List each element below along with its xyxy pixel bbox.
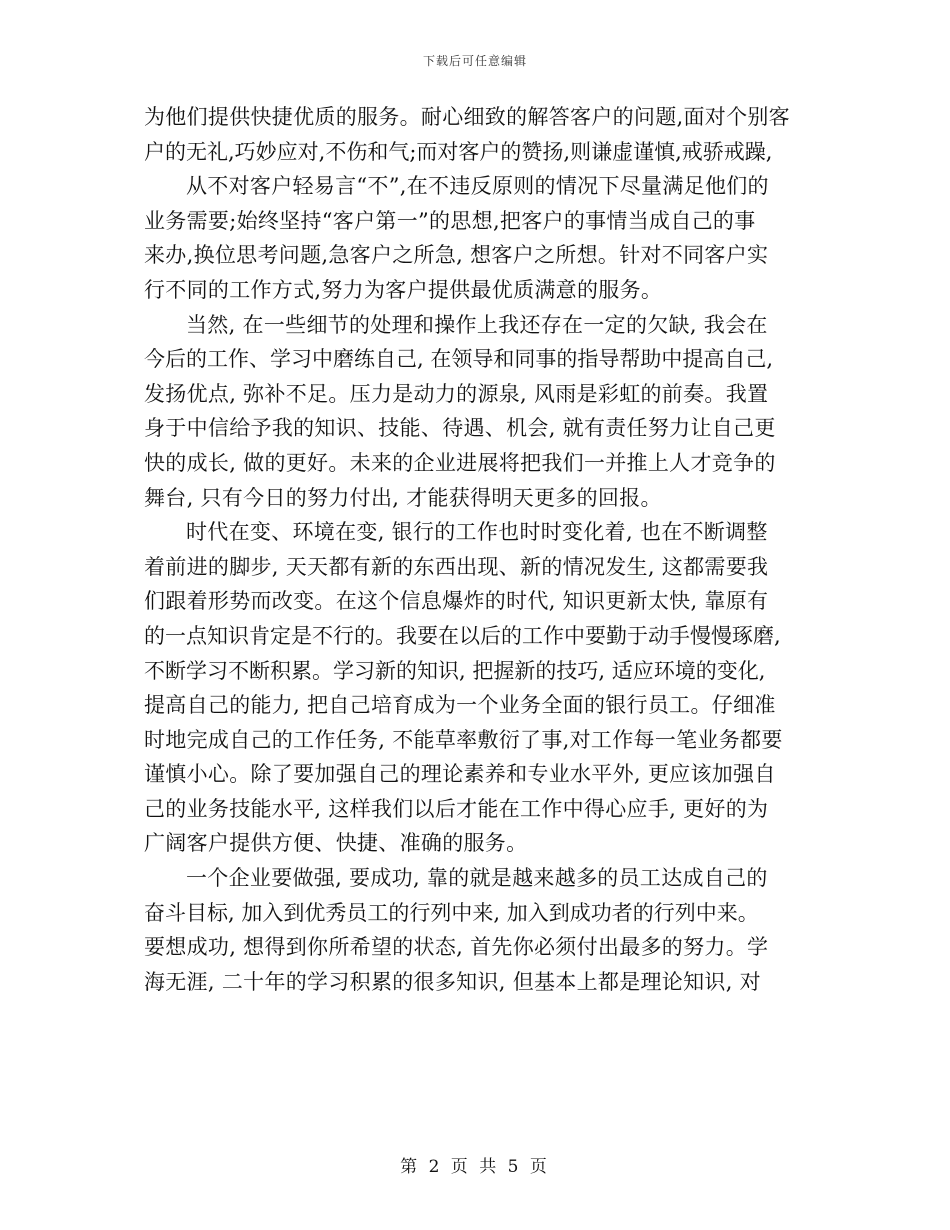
text-line: 行不同的工作方式,努力为客户提供最优质满意的服务。 — [144, 277, 663, 302]
page-header: 下载后可任意编辑 — [422, 54, 527, 68]
text-line: 们跟着形势而改变。在这个信息爆炸的时代, 知识更新太快, 靠原有 — [144, 589, 769, 614]
text-line: 要想成功, 想得到你所希望的状态, 首先你必须付出最多的努力。学 — [144, 935, 769, 960]
text-line: 快的成长, 做的更好。未来的企业进展将把我们一并推上人才竞争的 — [144, 450, 776, 475]
page-footer: 第 2 页 共 5 页 — [400, 1157, 550, 1177]
text-line: 时代在变、环境在变, 银行的工作也时时变化着, 也在不断调整 — [186, 520, 768, 545]
body-text — [144, 100, 806, 999]
text-line: 时地完成自己的工作任务, 不能草率敷衍了事,对工作每一笔业务都要 — [144, 727, 783, 752]
text-line: 来办,换位思考问题,急客户之所急, 想客户之所想。针对不同客户实 — [144, 243, 769, 268]
text-line: 一个企业要做强, 要成功, 靠的就是越来越多的员工达成自己的 — [186, 866, 768, 891]
text-line: 从不对客户轻易言“不”,在不违反原则的情况下尽量满足他们的 — [186, 174, 769, 199]
text-line: 海无涯, 二十年的学习积累的很多知识, 但基本上都是理论知识, 对 — [144, 969, 761, 994]
text-line: 户的无礼,巧妙应对,不伤和气;而对客户的赞扬,则谦虚谨慎,戒骄戒躁, — [144, 139, 773, 164]
text-line: 不断学习不断积累。学习新的知识, 把握新的技巧, 适应环境的变化, — [144, 658, 766, 683]
text-line: 奋斗目标, 加入到优秀员工的行列中来, 加入到成功者的行列中来。 — [144, 900, 759, 925]
text-line: 提高自己的能力, 把自己培育成为一个业务全面的银行员工。仔细准 — [144, 693, 776, 718]
text-line: 身于中信给予我的知识、技能、待遇、机会, 就有责任努力让自己更 — [144, 416, 776, 441]
text-line: 发扬优点, 弥补不足。压力是动力的源泉, 风雨是彩虹的前奏。我置 — [144, 381, 769, 406]
text-line: 的一点知识肯定是不行的。我要在以后的工作中要勤于动手慢慢琢磨, — [144, 623, 781, 648]
text-line: 着前进的脚步, 天天都有新的东西出现、新的情况发生, 这都需要我 — [144, 554, 769, 579]
text-line: 舞台, 只有今日的努力付出, 才能获得明天更多的回报。 — [144, 485, 662, 510]
text-line: 业务需要;始终坚持“客户第一”的思想,把客户的事情当成自己的事 — [144, 208, 756, 233]
text-line: 谨慎小心。除了要加强自己的理论素养和专业水平外, 更应该加强自 — [144, 762, 776, 787]
text-line: 广阔客户提供方便、快捷、准确的服务。 — [144, 831, 528, 856]
text-line: 己的业务技能水平, 这样我们以后才能在工作中得心应手, 更好的为 — [144, 796, 769, 821]
text-line: 今后的工作、学习中磨练自己, 在领导和同事的指导帮助中提高自己, — [144, 347, 774, 372]
text-line: 当然, 在一些细节的处理和操作上我还存在一定的欠缺, 我会在 — [186, 312, 768, 337]
text-line: 为他们提供快捷优质的服务。耐心细致的解答客户的问题,面对个别客 — [144, 105, 790, 129]
